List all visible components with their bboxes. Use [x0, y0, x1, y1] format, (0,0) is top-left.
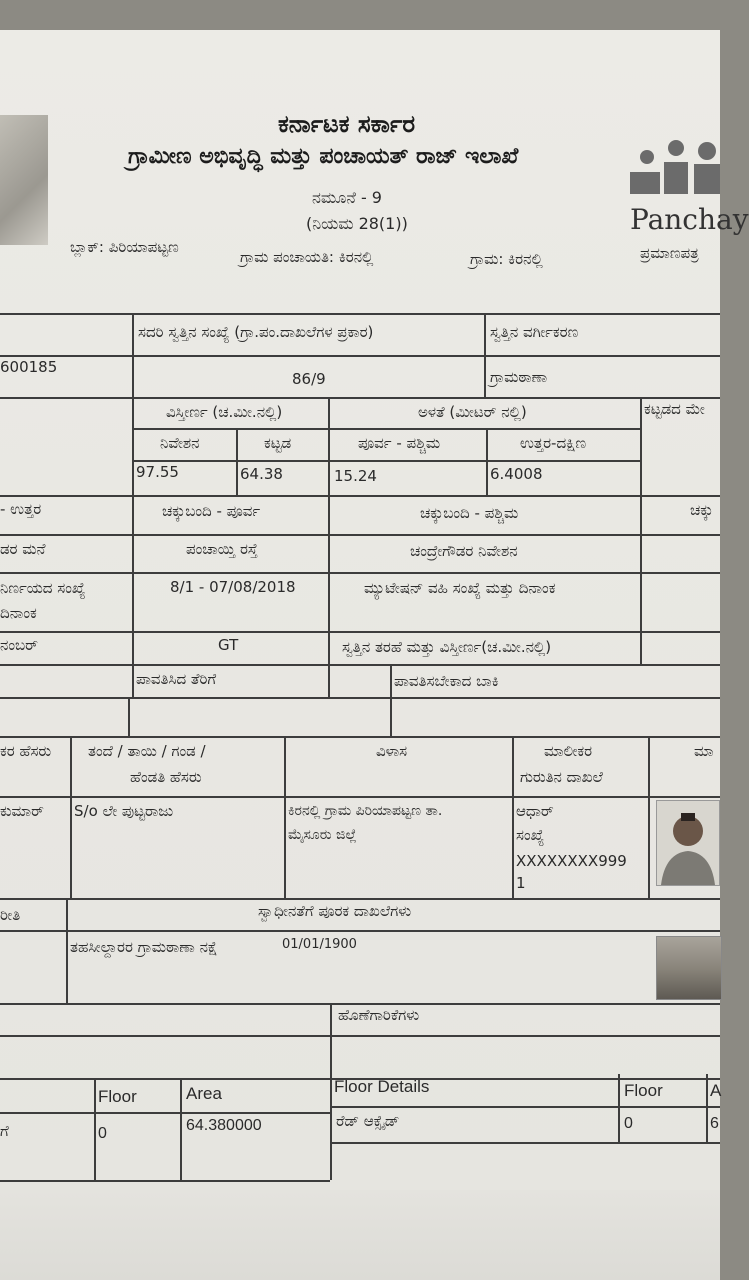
north-south-value: 6.4008	[490, 465, 543, 483]
area-value: 64.380000	[186, 1117, 262, 1134]
extent-label: ವಿಸ್ತೀರ್ಣ (ಚ.ಮೀ.ನಲ್ಲಿ)	[166, 403, 283, 421]
possession-docs-value: ತಹಸೀಲ್ದಾರರ ಗ್ರಾಮಠಾಣಾ ನಕ್ಷೆ	[70, 938, 218, 956]
possession-docs-label: ಸ್ವಾಧೀನತೆಗೆ ಪೂರಕ ದಾಖಲೆಗಳು	[258, 902, 412, 920]
property-class-value: ಗ್ರಾಮಠಾಣಾ	[490, 368, 548, 386]
owner-photo-label-partial: ಮಾ	[694, 742, 714, 760]
north-boundary-label: - ಉತ್ತರ	[0, 500, 42, 518]
owner-id-label-line1: ಮಾಲೀಕರ	[544, 742, 593, 760]
tax-paid-label: ಪಾವತಿಸಿದ ತೆರಿಗೆ	[136, 670, 217, 688]
owner-photo	[656, 800, 720, 886]
rule-number: (ನಿಯಮ 28(1))	[306, 214, 408, 233]
decision-value: 8/1 - 07/08/2018	[170, 578, 296, 596]
west-boundary-value: ಚಂದ್ರೇಗೌಡರ ನಿವೇಶನ	[410, 542, 518, 560]
property-number-label: ಸದರಿ ಸ್ವತ್ತಿನ ಸಂಖ್ಯೆ (ಗ್ರಾ.ಪಂ.ದಾಖಲೆಗಳ ಪ್ರಕಾರ)	[138, 323, 374, 341]
north-boundary-value: ಡರ ಮನೆ	[0, 540, 46, 558]
relation-label-line2: ಹೆಂಡತಿ ಹೆಸರು	[130, 768, 202, 786]
built-area-value: 64.38	[240, 465, 283, 483]
tax-due-label: ಪಾವತಿಸಬೇಕಾದ ಬಾಕಿ	[394, 672, 499, 690]
type-value: GT	[218, 636, 239, 654]
village-name: ಗ್ರಾಮ: ಕಿರನಲ್ಲಿ	[470, 250, 543, 268]
area-value-partial: 6	[710, 1115, 719, 1132]
floor-details-value: ರೆಡ್ ಆಕ್ಸೈಡ್	[336, 1112, 400, 1130]
department-title: ಗ್ರಾಮೀಣ ಅಭಿವೃದ್ಧಿ ಮತ್ತು ಪಂಚಾಯತ್ ರಾಜ್ ಇಲಾಖೆ	[128, 144, 519, 169]
gram-panchayat-name: ಗ್ರಾಮ ಪಂಚಾಯತಿ: ಕಿರನಲ್ಲಿ	[240, 248, 374, 266]
floor-value-2: 0	[624, 1115, 633, 1132]
karnataka-emblem-icon	[0, 115, 48, 245]
east-boundary-label: ಚಕ್ಕುಬಂದಿ - ಪೂರ್ವ	[162, 502, 261, 520]
built-label: ಕಟ್ಟಡ	[264, 434, 292, 452]
owner-name-value: ಕುಮಾರ್	[0, 802, 44, 820]
east-west-label: ಪೂರ್ವ - ಪಶ್ಚಿಮ	[358, 434, 441, 452]
block-name: ಬ್ಲಾಕ್: ಪಿರಿಯಾಪಟ್ಟಣ	[70, 238, 179, 256]
address-label: ವಿಳಾಸ	[376, 742, 408, 760]
west-boundary-label: ಚಕ್ಕುಬಂದಿ - ಪಶ್ಚಿಮ	[420, 504, 519, 522]
owner-id-type-1: ಆಧಾರ್	[516, 802, 554, 820]
address-line2: ಮೈಸೂರು ಜಿಲ್ಲೆ	[288, 827, 357, 843]
owner-id-number: XXXXXXXX999	[516, 852, 627, 870]
property-photo	[656, 936, 722, 1000]
floor-details-label: Floor Details	[334, 1077, 430, 1096]
owner-id-label-line2: ಗುರುತಿನ ದಾಖಲೆ	[520, 768, 603, 786]
possession-docs-date: 01/01/1900	[282, 937, 357, 952]
area-column-label: Area	[186, 1084, 222, 1103]
relation-label-line1: ತಂದೆ / ತಾಯಿ / ಗಂಡ /	[88, 742, 206, 760]
decision-number-label: ನಿರ್ಣಯದ ಸಂಖ್ಯೆ	[0, 579, 86, 597]
type-number-label: ನಂಬರ್	[0, 636, 38, 654]
owner-name-label: ಕರ ಹೆಸರು	[0, 742, 52, 760]
property-number-value: 86/9	[292, 370, 326, 388]
measure-label: ಅಳತೆ (ಮೀಟರ್ ನಲ್ಲಿ)	[418, 403, 527, 421]
form-number: ನಮೂನೆ - 9	[312, 188, 382, 207]
east-boundary-value: ಪಂಚಾಯ್ತಿ ರಸ್ತೆ	[186, 540, 258, 558]
panchayat-logo-text: Panchay	[630, 203, 749, 236]
government-title: ಕರ್ನಾಟಕ ಸರ್ಕಾರ	[278, 110, 416, 138]
site-area-value: 97.55	[136, 463, 179, 481]
liabilities-label: ಹೊಣೆಗಾರಿಕೆಗಳು	[338, 1006, 420, 1024]
table-surface	[0, 1190, 720, 1280]
certificate-label: ಪ್ರಮಾಣಪತ್ರ	[640, 244, 699, 262]
possession-method-label: ರೀತಿ	[0, 906, 21, 924]
building-label-partial: ಕಟ್ಟಡದ ಮೇ	[644, 400, 705, 418]
relation-value: S/o ಲೇ ಪುಟ್ಟರಾಜು	[74, 802, 174, 820]
property-id-partial: 600185	[0, 358, 58, 376]
mutation-label: ಮ್ಯುಟೇಷನ್ ವಹಿ ಸಂಖ್ಯೆ ಮತ್ತು ದಿನಾಂಕ	[364, 579, 556, 597]
address-line1: ಕಿರನಲ್ಲಿ ಗ್ರಾಮ ಪಿರಿಯಾಪಟ್ಟಣ ತಾ.	[288, 803, 443, 819]
east-west-value: 15.24	[334, 467, 377, 485]
north-south-label: ಉತ್ತರ-ದಕ್ಷಿಣ	[520, 434, 587, 452]
property-kind-label: ಸ್ವತ್ತಿನ ತರಹೆ ಮತ್ತು ವಿಸ್ತೀರ್ಣ(ಚ.ಮೀ.ನಲ್ಲಿ)	[342, 638, 552, 656]
south-boundary-label-partial: ಚಕ್ಕು	[690, 501, 714, 519]
owner-id-type-2: ಸಂಖ್ಯೆ	[516, 826, 545, 844]
area-column-label-partial: A	[710, 1081, 722, 1100]
owner-id-number-cont: 1	[516, 874, 526, 892]
floor-column-label: Floor	[98, 1087, 137, 1106]
left-row-label-partial: ಗೆ	[0, 1122, 9, 1140]
property-class-label: ಸ್ವತ್ತಿನ ವರ್ಗೀಕರಣ	[490, 323, 579, 341]
floor-value: 0	[98, 1125, 107, 1142]
floor-column-label-2: Floor	[624, 1081, 663, 1100]
decision-date-label: ದಿನಾಂಕ	[0, 604, 37, 622]
site-label: ನಿವೇಶನ	[160, 434, 200, 452]
